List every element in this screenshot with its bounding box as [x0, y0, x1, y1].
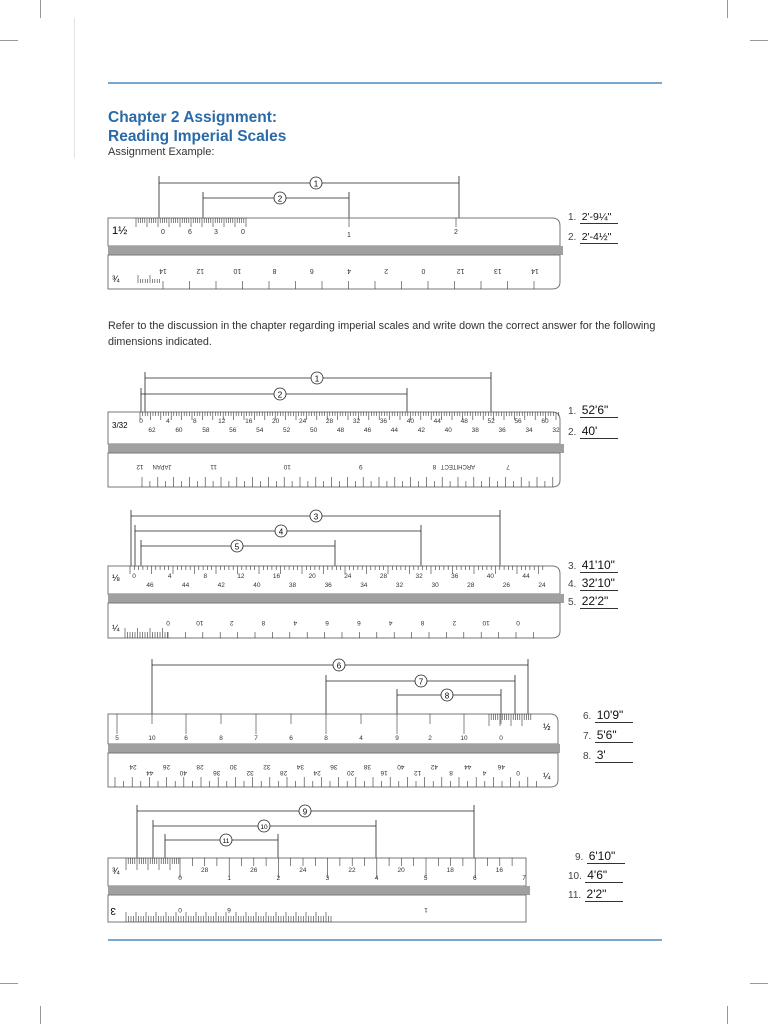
answer-1-example: 1. 2'-9¼"	[568, 209, 618, 224]
svg-text:¼: ¼	[112, 623, 120, 633]
tick-label: 58	[202, 427, 210, 434]
instructions: Refer to the discussion in the chapter regarding imperial scales and write down the correct answer for the following dimensions indicated.	[108, 320, 656, 348]
tick-label: 40	[397, 763, 405, 770]
marker-4	[275, 525, 287, 537]
tick-label: 12	[237, 573, 245, 580]
tick-label: 8	[193, 418, 197, 425]
tick-label: 0	[516, 619, 520, 626]
marker-1	[311, 372, 323, 384]
tick-label: 24	[344, 573, 352, 580]
tick-label: 30	[431, 582, 439, 589]
tick-label: 1	[424, 906, 428, 913]
answer-7: 7. 5'6"	[583, 728, 633, 743]
scale-word: ARCHITECT	[440, 463, 476, 469]
tick-label: 4	[166, 418, 170, 425]
answer-6: 6. 10'9"	[583, 708, 633, 723]
tick-label: 42	[217, 582, 225, 589]
tick-label: 26	[162, 763, 171, 770]
answer-3: 3. 41'10"	[568, 558, 618, 573]
tick-label: 40	[406, 418, 414, 425]
tick-label: 5	[115, 735, 119, 742]
tick-label: 9	[358, 463, 363, 470]
answer-10: 10. 4'6"	[568, 868, 623, 883]
svg-text:2: 2	[277, 194, 283, 204]
tick-label: 8	[219, 735, 223, 742]
crop-mark	[40, 1006, 41, 1024]
tick-label: 8	[432, 463, 437, 470]
tick-label: 10	[482, 619, 490, 626]
svg-text:8: 8	[444, 691, 450, 701]
tick-label: 38	[471, 427, 479, 434]
tick-label: 4	[293, 619, 298, 626]
tick-label: 62	[148, 427, 156, 434]
svg-text:1½: 1½	[112, 225, 128, 237]
crop-mark	[750, 983, 768, 984]
crop-mark	[40, 0, 41, 18]
margin-line	[74, 18, 75, 158]
tick-label: 40	[444, 427, 452, 434]
tick-label: 4	[167, 573, 172, 580]
ruler-body	[108, 218, 563, 289]
tick-label: 28	[280, 769, 288, 776]
tick-label: 54	[256, 427, 264, 434]
tick-label: 0	[499, 735, 503, 742]
tick-label: 46	[146, 582, 154, 589]
tick-label: 34	[296, 763, 305, 770]
svg-text:4: 4	[278, 527, 284, 537]
tick-label: 8	[420, 619, 425, 626]
answer-4: 4. 32'10"	[568, 576, 618, 591]
ruler-2-figure	[0, 506, 768, 641]
tick-label: 34	[360, 582, 368, 589]
svg-text:½: ½	[543, 722, 551, 732]
tick-label: 28	[325, 418, 334, 425]
ruler-body	[108, 566, 564, 638]
tick-label: 8	[272, 267, 277, 274]
tick-label: 2	[276, 875, 281, 882]
tick-label: 24	[313, 769, 321, 776]
tick-label: 2	[454, 229, 458, 236]
tick-label: 60	[541, 418, 549, 425]
tick-label: 8	[261, 619, 266, 626]
svg-text:5: 5	[234, 542, 240, 552]
tick-label: 14	[159, 267, 167, 274]
tick-label: 12	[456, 267, 465, 274]
answer-5: 5. 22'2"	[568, 594, 618, 609]
tick-label: 44	[433, 418, 441, 425]
svg-text:¾: ¾	[112, 866, 120, 876]
tick-label: 7	[522, 875, 526, 882]
title-line-1: Chapter 2 Assignment:	[108, 109, 278, 126]
tick-label: 6	[325, 619, 329, 626]
tick-label: 12	[218, 418, 226, 425]
tick-label: 10	[233, 267, 242, 274]
tick-label: 26	[250, 867, 258, 874]
svg-text:10: 10	[260, 824, 268, 831]
brand-label: JAPAN	[152, 463, 172, 469]
tick-label: 9	[395, 735, 399, 742]
tick-label: 2	[428, 735, 432, 742]
tick-label: 32	[263, 763, 271, 770]
tick-label: 6	[473, 875, 477, 882]
crop-mark	[727, 1006, 728, 1024]
crop-mark	[0, 40, 18, 41]
tick-label: 32	[552, 427, 560, 434]
marker-10	[258, 820, 270, 832]
ruler-body	[108, 412, 564, 487]
tick-label: 42	[417, 427, 425, 434]
crop-mark	[727, 0, 728, 18]
tick-label: 16	[272, 573, 281, 580]
tick-label: 6	[357, 619, 361, 626]
svg-text:¾: ¾	[112, 274, 120, 284]
tick-label: 6	[188, 229, 192, 236]
svg-text:3/32: 3/32	[112, 421, 128, 430]
tick-label: 16	[380, 769, 388, 776]
subtitle: Assignment Example:	[108, 146, 215, 158]
tick-label: 28	[200, 867, 209, 874]
ruler-1-figure	[0, 368, 768, 493]
answer-9: 9. 6'10"	[575, 849, 625, 864]
tick-label: 0	[161, 229, 165, 236]
tick-label: 28	[379, 573, 388, 580]
title-line-2: Reading Imperial Scales	[108, 128, 287, 145]
answer-1: 1. 52'6"	[568, 403, 618, 418]
tick-label: 24	[299, 867, 307, 874]
bottom-rule	[108, 939, 662, 941]
tick-label: 0	[132, 573, 136, 580]
tick-label: 38	[363, 763, 371, 770]
tick-label: 20	[397, 867, 405, 874]
tick-label: 40	[486, 573, 494, 580]
tick-label: 0	[516, 769, 520, 776]
tick-label: 46	[497, 763, 505, 770]
tick-label: 16	[495, 867, 504, 874]
tick-label: 18	[446, 867, 454, 874]
ruler-body	[108, 858, 530, 922]
tick-label: 44	[182, 582, 190, 589]
svg-text:⅛: ⅛	[112, 573, 120, 583]
marker-7	[415, 675, 427, 687]
tick-label: 28	[467, 582, 475, 589]
tick-label: 1	[227, 875, 231, 882]
tick-label: 8	[324, 735, 328, 742]
tick-label: 50	[309, 427, 318, 434]
tick-label: 14	[531, 267, 539, 274]
tick-label: 44	[390, 427, 399, 434]
tick-label: 56	[514, 418, 522, 425]
tick-label: 7	[506, 463, 510, 470]
tick-label: 0	[421, 267, 426, 274]
tick-label: 6	[184, 735, 188, 742]
tick-label: 6	[309, 267, 314, 274]
svg-text:1: 1	[313, 179, 319, 189]
ruler-4-figure	[0, 800, 768, 930]
tick-label: 12	[413, 769, 422, 776]
answer-2-example: 2. 2'-4½"	[568, 229, 618, 244]
tick-label: 30	[229, 763, 238, 770]
svg-text:2: 2	[277, 390, 283, 400]
tick-label: 24	[129, 763, 137, 770]
marker-3	[310, 510, 322, 522]
tick-label: 13	[493, 267, 502, 274]
tick-label: 20	[308, 573, 316, 580]
tick-label: 8	[203, 573, 208, 580]
svg-text:7: 7	[418, 677, 424, 687]
tick-label: 60	[175, 427, 183, 434]
tick-label: 12	[196, 267, 205, 274]
tick-label: 0	[178, 906, 182, 913]
example-ruler-figure	[0, 170, 768, 295]
tick-label: 1	[347, 232, 351, 239]
answer-11: 11. 2'2"	[568, 887, 623, 902]
marker-8	[441, 689, 453, 701]
svg-text:3: 3	[110, 905, 116, 916]
tick-label: 32	[395, 582, 404, 589]
tick-label: 4	[388, 619, 393, 626]
svg-text:1: 1	[314, 374, 320, 384]
tick-label: 42	[430, 763, 438, 770]
marker-2	[274, 192, 286, 204]
page-title	[108, 108, 286, 146]
tick-label: 4	[482, 769, 487, 776]
tick-label: 44	[146, 769, 154, 776]
tick-label: 40	[179, 769, 187, 776]
tick-label: 3	[214, 229, 218, 236]
ruler-3-figure	[0, 654, 768, 794]
tick-label: 10	[196, 619, 204, 626]
tick-label: 38	[288, 582, 297, 589]
tick-label: 48	[460, 418, 468, 425]
tick-label: 10	[283, 463, 291, 470]
tick-label: 22	[348, 867, 356, 874]
tick-label: 46	[363, 427, 372, 434]
tick-label: 26	[502, 582, 510, 589]
tick-label: 36	[324, 582, 332, 589]
marker-9	[299, 805, 311, 817]
tick-label: 2	[229, 619, 234, 626]
tick-label: 32	[246, 769, 254, 776]
tick-label: 0	[166, 619, 170, 626]
tick-label: 24	[298, 418, 307, 425]
top-rule	[108, 82, 662, 84]
tick-label: 0	[178, 875, 182, 882]
tick-label: 52	[487, 418, 495, 425]
tick-label: 24	[538, 582, 546, 589]
marker-5	[231, 540, 243, 552]
tick-label: 11	[210, 463, 217, 470]
tick-label: 5	[423, 875, 428, 882]
tick-label: 6	[227, 906, 231, 913]
tick-label: 56	[229, 427, 237, 434]
tick-label: 20	[346, 769, 355, 776]
tick-label: 16	[245, 418, 253, 425]
tick-label: 52	[283, 427, 291, 434]
tick-label: 36	[498, 427, 506, 434]
tick-label: 28	[196, 763, 204, 770]
svg-text:9: 9	[302, 807, 308, 817]
tick-label: 10	[148, 735, 156, 742]
tick-label: 4	[374, 875, 379, 882]
tick-label: 8	[449, 769, 453, 776]
answer-2: 2. 40'	[568, 424, 618, 439]
tick-label: 20	[272, 418, 280, 425]
answer-8: 8. 3'	[583, 748, 633, 763]
svg-text:3: 3	[313, 512, 319, 522]
tick-label: 32	[352, 418, 361, 425]
svg-text:6: 6	[336, 661, 342, 671]
tick-label: 48	[336, 427, 345, 434]
tick-label: 2	[452, 619, 457, 626]
tick-label: 2	[384, 267, 389, 274]
tick-label: 44	[464, 763, 472, 770]
marker-2	[274, 388, 286, 400]
tick-label: 36	[213, 769, 221, 776]
marker-11	[220, 834, 232, 846]
svg-text:¼: ¼	[543, 771, 551, 781]
marker-1	[310, 177, 322, 189]
tick-label: 32	[415, 573, 423, 580]
tick-label: 12	[136, 463, 144, 470]
tick-label: 40	[253, 582, 261, 589]
svg-text:11: 11	[222, 838, 230, 845]
tick-label: 36	[330, 763, 338, 770]
ruler-body	[108, 714, 560, 787]
crop-mark	[750, 40, 768, 41]
tick-label: 7	[254, 735, 258, 742]
tick-label: 6	[289, 735, 293, 742]
tick-label: 10	[460, 735, 468, 742]
tick-label: 36	[379, 418, 388, 425]
tick-label: 0	[139, 418, 143, 425]
tick-label: 4	[359, 735, 363, 742]
tick-label: 34	[525, 427, 533, 434]
tick-label: 3	[325, 875, 330, 882]
tick-label: 0	[241, 229, 245, 236]
tick-label: 44	[522, 573, 530, 580]
marker-6	[333, 659, 345, 671]
crop-mark	[0, 983, 18, 984]
tick-label: 4	[347, 267, 351, 274]
tick-label: 36	[451, 573, 459, 580]
